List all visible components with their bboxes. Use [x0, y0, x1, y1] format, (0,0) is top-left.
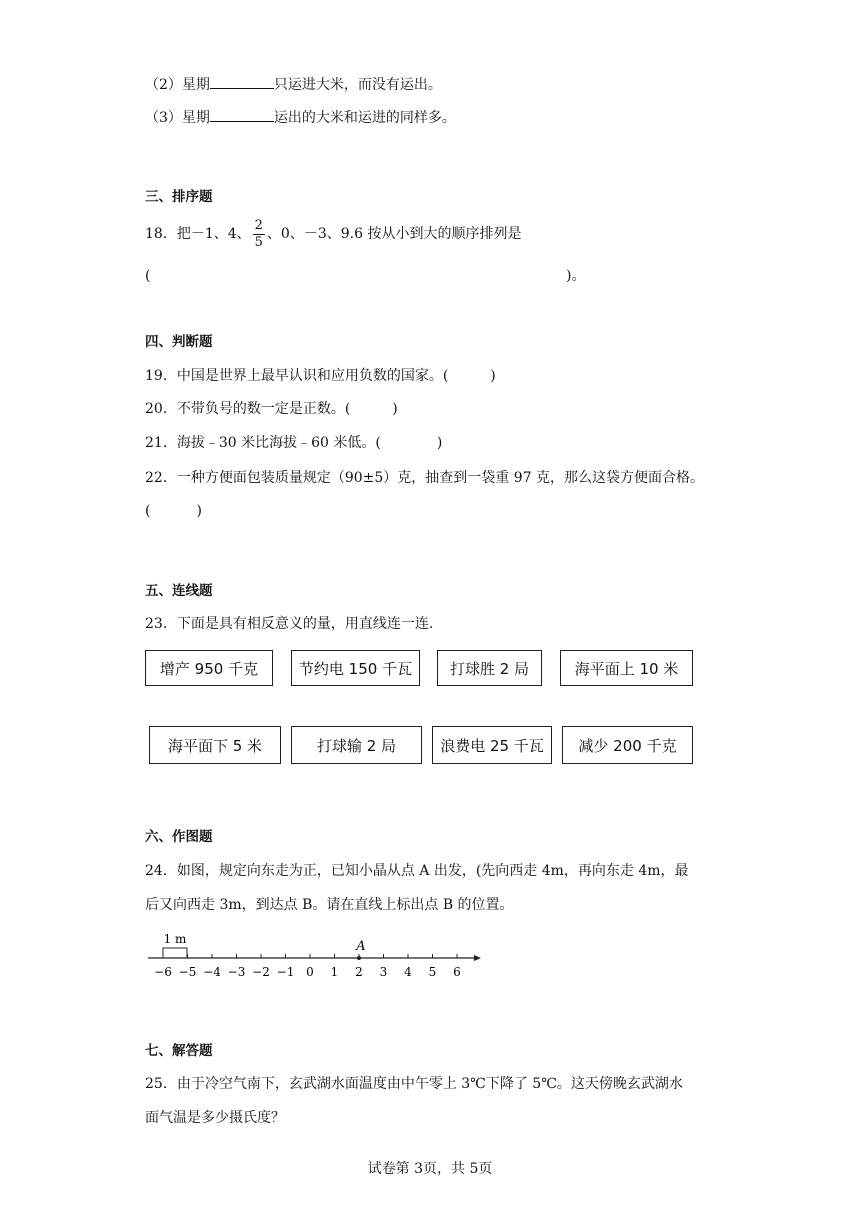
tick-label: −3: [227, 965, 246, 979]
tick-label: −1: [276, 965, 295, 979]
match-box-save-power[interactable]: 节约电 150 千瓦: [291, 650, 420, 686]
match-box-below-sea[interactable]: 海平面下 5 米: [149, 726, 281, 764]
fraction: [253, 218, 265, 251]
q21-text: 21．海拔﹣30 米比海拔﹣60 米低。(: [145, 435, 381, 451]
q17-sub2-text: 只运进大米，而没有运出。: [273, 77, 442, 93]
tick-label: 6: [453, 965, 461, 979]
question-25-line1: 25．由于冷空气南下，玄武湖水面温度由中午零上 3℃下降了 5℃。这天傍晚玄武湖水: [145, 1076, 683, 1092]
tick-label: 0: [306, 965, 314, 979]
number-line-arrow-icon: [474, 955, 481, 961]
match-box-win[interactable]: 打球胜 2 局: [437, 650, 542, 686]
number-line[interactable]: [140, 926, 480, 986]
question-22: 22．一种方便面包装质量规定（90±5）克，抽查到一袋重 97 克，那么这袋方便面合格。: [145, 470, 704, 486]
q20-text: 20．不带负号的数一定是正数。(: [145, 401, 351, 417]
tick-label: 4: [404, 965, 412, 979]
section-heading-sort: 三、排序题: [145, 189, 213, 205]
q18-text-suffix: 、0、－3、9.6 按从小到大的顺序排列是: [266, 226, 522, 242]
number-line-labels: [154, 965, 461, 979]
q17-sub3: [145, 107, 456, 128]
q22-answer: [145, 501, 202, 521]
q17-sub3-prefix: （3）星期: [145, 110, 210, 126]
question-24-line1: 24．如图，规定向东走为正，已知小晶从点 A 出发，(先向西走 4m，再向东走 4m，最: [145, 863, 689, 879]
question-24-line2: 后又向西走 3m，到达点 B。请在直线上标出点 B 的位置。: [145, 897, 514, 913]
page-footer: 试卷第 3页，共 5页: [367, 1161, 493, 1177]
tick-label: −5: [178, 965, 197, 979]
match-box-waste-power[interactable]: 浪费电 25 千瓦: [432, 726, 552, 764]
question-21: [145, 433, 442, 453]
question-18: [145, 214, 521, 254]
scale-bracket: [163, 948, 187, 958]
q18-answer-close-paren: )。: [566, 268, 586, 284]
answer-blank[interactable]: [210, 74, 274, 89]
match-box-decrease[interactable]: 减少 200 千克: [562, 726, 693, 764]
question-19: [145, 366, 496, 386]
question-20: [145, 399, 398, 419]
match-box-lose[interactable]: 打球输 2 局: [291, 726, 422, 764]
point-a-label: A: [356, 939, 366, 954]
tick-label: −2: [252, 965, 270, 979]
close-paren: ): [392, 401, 398, 417]
open-paren: (: [145, 503, 151, 519]
q17-sub2-prefix: （2）星期: [145, 77, 210, 93]
section-heading-judge: 四、判断题: [145, 334, 213, 350]
fraction-denominator: 5: [254, 234, 263, 250]
fraction-numerator: 2: [254, 217, 263, 233]
close-paren: ): [196, 503, 202, 519]
close-paren: ): [436, 435, 443, 451]
q18-text-prefix: 18．把－1、4、: [145, 226, 251, 242]
tick-label: −4: [203, 965, 221, 979]
close-paren: ): [490, 368, 496, 384]
question-25-line2: 面气温是多少摄氏度？: [145, 1110, 285, 1126]
point-a-marker: [357, 956, 361, 960]
match-box-above-sea[interactable]: 海平面上 10 米: [560, 650, 693, 686]
tick-label: 1: [330, 965, 339, 979]
q17-sub2: [145, 74, 442, 95]
tick-label: 5: [428, 965, 437, 979]
q18-answer-open-paren: (: [145, 268, 151, 284]
section-heading-solve: 七、解答题: [145, 1043, 213, 1059]
question-23: 23．下面是具有相反意义的量，用直线连一连.: [145, 616, 434, 632]
tick-label: −6: [154, 965, 172, 979]
answer-blank[interactable]: [210, 107, 274, 122]
section-heading-matching: 五、连线题: [145, 583, 213, 599]
q19-text: 19．中国是世界上最早认识和应用负数的国家。(: [145, 368, 449, 384]
section-heading-drawing: 六、作图题: [145, 829, 213, 845]
tick-label: 2: [355, 965, 363, 979]
tick-label: 3: [379, 965, 388, 979]
q17-sub3-text: 运出的大米和运进的同样多。: [273, 110, 456, 126]
match-box-increase[interactable]: 增产 950 千克: [145, 650, 273, 686]
scale-label: 1 m: [163, 932, 187, 946]
